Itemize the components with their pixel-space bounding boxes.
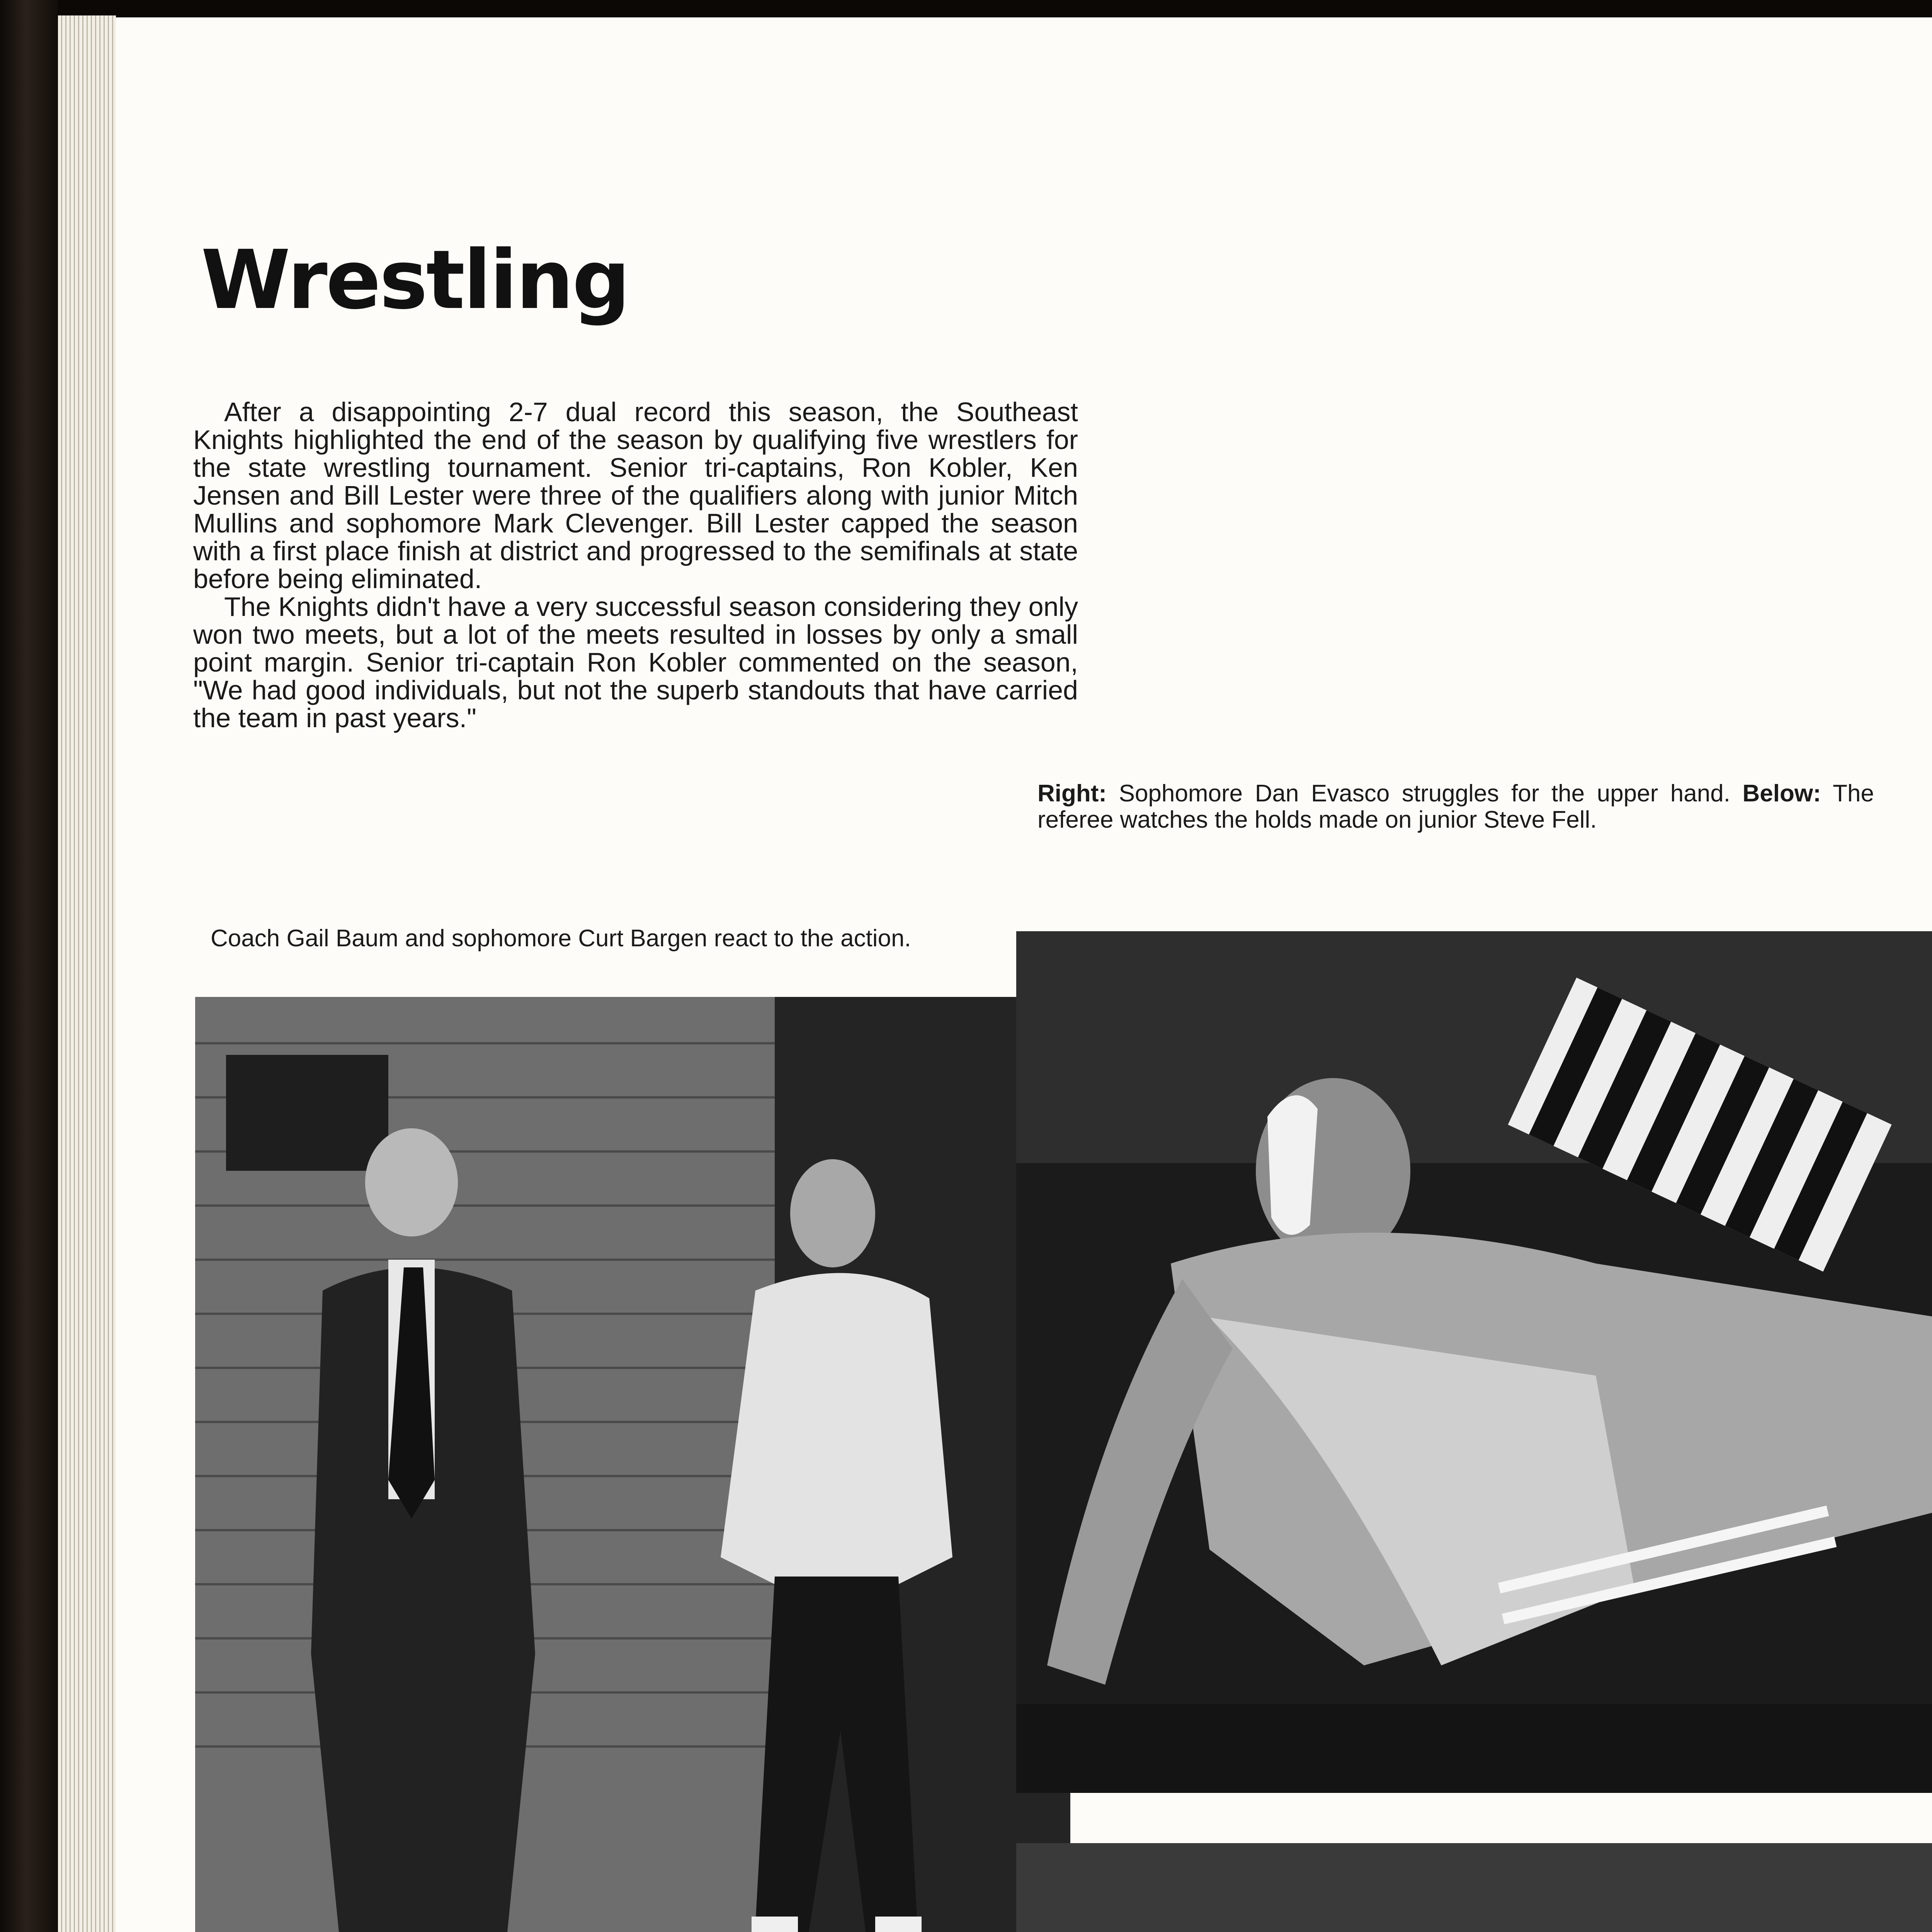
caption-right-label-2: Below:: [1742, 780, 1821, 807]
caption-right: [1037, 781, 1874, 833]
photo-wrestlers-hold: [1016, 1843, 1932, 1932]
caption-left: Coach Gail Baum and sophomore Curt Bargen react to the action.: [211, 925, 911, 952]
article-body: [193, 398, 1078, 732]
book-binding: [0, 0, 58, 1932]
photo-wrestler-struggle: [1016, 931, 1932, 1793]
caption-right-label-1: Right:: [1037, 780, 1107, 807]
book-top-edge: [0, 0, 1932, 19]
article-paragraph-2: The Knights didn't have a very successful season considering they only won two meets, but a lot of the meets resulted in losses by only a small point margin. Senior tri-captain Ron Kobler commented on the season, "We had good individuals, but not the superb standouts that have carried the team in past years.": [193, 592, 1078, 733]
caption-right-text-2: The referee watches the holds made on junior Steve Fell.: [1037, 780, 1874, 833]
photo-coach-and-wrestler: [195, 997, 1070, 1932]
caption-right-text-1: Sophomore Dan Evasco struggles for the upper hand.: [1107, 780, 1743, 807]
page-edges: [58, 15, 116, 1932]
page-title: Wrestling: [201, 233, 629, 327]
article-paragraph-1: After a disappointing 2-7 dual record this season, the Southeast Knights highlighted the end of the season by qualifying five wrestlers for the state wrestling tournament. Senior tri-captains, Ron Kobler, Ken Jensen and Bill Lester were three of the qualifiers along with junior Mitch Mullins and sophomore Mark Clevenger. Bill Lester capped the season with a first place finish at district and progressed to the semifinals at state before being eliminated.: [193, 397, 1078, 594]
